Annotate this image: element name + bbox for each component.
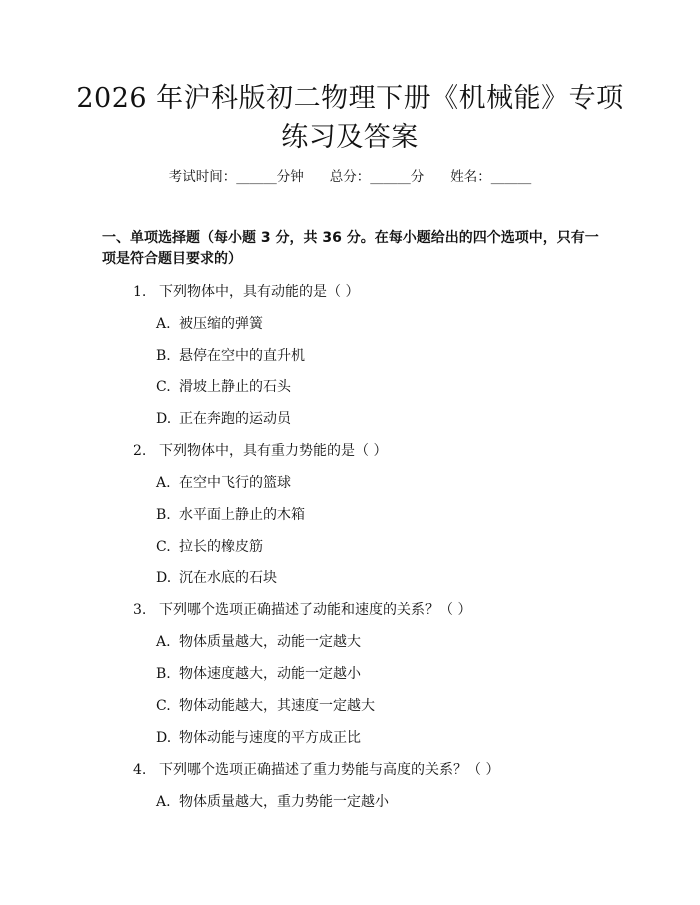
question-1-option-d — [156, 409, 291, 429]
question-3-option-d — [156, 728, 361, 748]
option-text: 水平面上静止的木箱 — [179, 507, 305, 523]
question-4-option-a — [156, 792, 389, 812]
question-4 — [133, 760, 499, 780]
option-letter: D. — [156, 411, 172, 427]
question-2 — [133, 441, 387, 461]
question-2-option-a — [156, 473, 291, 493]
question-2-option-b — [156, 505, 305, 525]
question-2-option-d — [156, 568, 277, 588]
option-text: 拉长的橡皮筋 — [179, 539, 263, 555]
option-text: 悬停在空中的直升机 — [179, 348, 305, 364]
question-text: 下列物体中，具有重力势能的是（ ） — [159, 443, 388, 459]
question-1-option-b — [156, 346, 305, 366]
option-letter: C. — [156, 379, 171, 395]
option-text: 滑坡上静止的石头 — [179, 379, 291, 395]
student-name-field: 姓名：______ — [450, 169, 532, 185]
question-text: 下列哪个选项正确描述了动能和速度的关系？（ ） — [159, 602, 472, 618]
option-letter: B. — [156, 348, 171, 364]
question-3-option-b — [156, 664, 361, 684]
document-title-line-2: 练习及答案 — [281, 122, 419, 153]
question-number: 2. — [133, 443, 147, 459]
question-3-option-a — [156, 632, 361, 652]
option-text: 正在奔跑的运动员 — [179, 411, 291, 427]
question-number: 1. — [133, 284, 147, 300]
option-letter: B. — [156, 507, 171, 523]
option-text: 被压缩的弹簧 — [179, 316, 263, 332]
question-2-option-c — [156, 537, 263, 557]
document-title-line-1: 2026 年沪科版初二物理下册《机械能》专项 — [76, 83, 624, 114]
option-text: 物体动能越大，其速度一定越大 — [179, 698, 375, 714]
option-letter: D. — [156, 570, 172, 586]
question-number: 3. — [133, 602, 147, 618]
option-text: 在空中飞行的篮球 — [179, 475, 291, 491]
option-letter: A. — [156, 475, 171, 491]
total-score-field: 总分：______分 — [329, 169, 425, 185]
option-letter: D. — [156, 730, 172, 746]
exam-info-line — [0, 167, 700, 187]
section-heading: 一、单项选择题（每小题 3 分，共 36 分。在每小题给出的四个选项中，只有一项是符合题目要求的） — [102, 230, 599, 267]
exam-time-field: 考试时间：______分钟 — [168, 169, 304, 185]
question-1-option-a — [156, 314, 263, 334]
option-text: 沉在水底的石块 — [179, 570, 277, 586]
question-3 — [133, 600, 471, 620]
question-3-option-c — [156, 696, 375, 716]
option-text: 物体质量越大，重力势能一定越小 — [179, 794, 389, 810]
question-1-option-c — [156, 377, 291, 397]
option-text: 物体动能与速度的平方成正比 — [179, 730, 361, 746]
option-letter: B. — [156, 666, 171, 682]
question-1 — [133, 282, 359, 302]
option-text: 物体速度越大，动能一定越小 — [179, 666, 361, 682]
question-number: 4. — [133, 762, 147, 778]
option-letter: C. — [156, 698, 171, 714]
question-text: 下列物体中，具有动能的是（ ） — [159, 284, 360, 300]
option-letter: A. — [156, 634, 171, 650]
option-letter: A. — [156, 316, 171, 332]
option-text: 物体质量越大，动能一定越大 — [179, 634, 361, 650]
option-letter: A. — [156, 794, 171, 810]
question-text: 下列哪个选项正确描述了重力势能与高度的关系？（ ） — [159, 762, 500, 778]
option-letter: C. — [156, 539, 171, 555]
